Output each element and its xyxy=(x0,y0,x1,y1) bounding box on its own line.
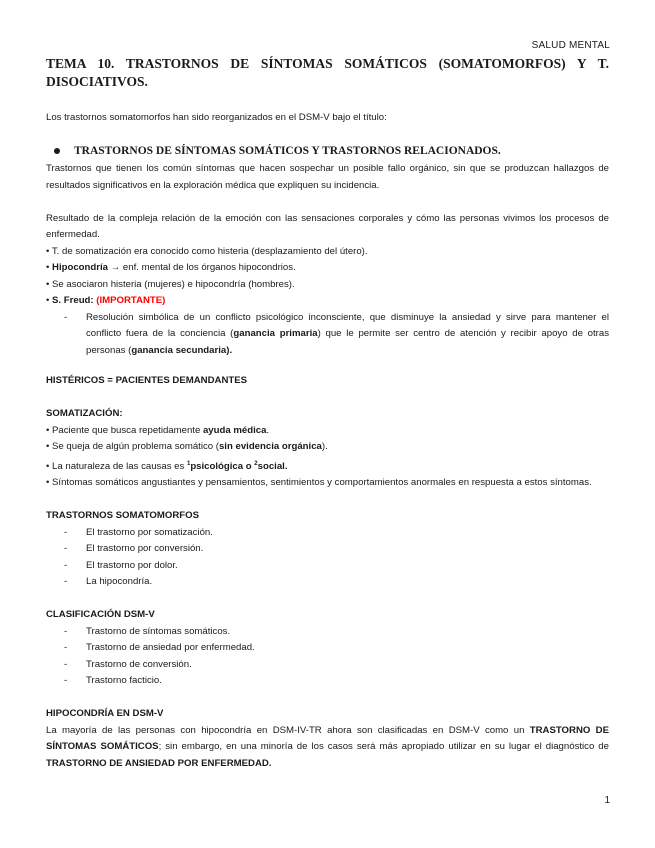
result-paragraph: Resultado de la compleja relación de la emoción con las sensaciones corporales y cómo las personas vivimos los procesos de enfermedad. xyxy=(46,212,609,240)
item-text: . xyxy=(266,424,270,436)
document-title: TEMA 10. TRASTORNOS DE SÍNTOMAS SOMÁTICOS (SOMATOMORFOS) Y T. DISOCIATIVOS. xyxy=(46,56,609,89)
item-text: • La naturaleza de las causas es xyxy=(46,460,187,472)
bold-term: TRASTORNO DE ANSIEDAD POR ENFERMEDAD xyxy=(46,757,269,769)
bold-term: TRASTORNO DE SÍNTOMAS SOMÁTICOS xyxy=(46,724,609,752)
histericos-heading: HISTÉRICOS = PACIENTES DEMANDANTES xyxy=(46,375,248,386)
list-item xyxy=(46,310,609,360)
list-item: - El trastorno por conversión. xyxy=(46,541,609,558)
somatizacion-item xyxy=(46,423,609,440)
item-text: ). xyxy=(321,441,328,452)
trastornos-heading: TRASTORNOS SOMATOMORFOS xyxy=(46,510,199,521)
list-item-text: Resolución simbólica de un conflicto psicológico inconsciente, que disminuye la ansiedad y sirve para mantener el conflicto fuera de la conciencia ( xyxy=(86,311,609,339)
clasificacion-list xyxy=(46,624,609,690)
list-item: - La hipocondría. xyxy=(46,574,609,591)
bold-term: Hipocondría xyxy=(52,262,108,273)
section-heading-text: TRASTORNOS DE SÍNTOMAS SOMÁTICOS Y TRASTORNOS RELACIONADOS. xyxy=(74,144,501,157)
paragraph-text: La mayoría de las personas con hipocondría en DSM-IV-TR ahora son clasificadas en DSM-V como un xyxy=(46,724,530,736)
section-description: Trastornos que tienen los común síntomas que hacen sospechar un posible fallo orgánico, sin que se produzcan hallazgos de resultados significativos en la exploración médica que expliquen su incidencia. xyxy=(46,163,609,191)
bold-term: ganancia primaria xyxy=(233,328,318,339)
page-number: 1 xyxy=(604,795,610,806)
bold-term: S. Freud: xyxy=(52,295,94,306)
bold-term: social. xyxy=(257,460,288,472)
footnote-mark: 1 xyxy=(186,460,191,467)
paragraph-text: ; sin embargo, en una minoría de los casos será más apropiado utilizar en su lugar el diagnóstico de xyxy=(158,741,609,752)
bold-term: ayuda médica xyxy=(202,424,267,436)
important-tag: (IMPORTANTE) xyxy=(96,295,166,306)
bullet-hipocondria xyxy=(46,260,609,277)
bullet-freud xyxy=(46,293,609,310)
bullet-text: → enf. mental de los órganos hipocondrios. xyxy=(108,262,296,273)
somatizacion-heading: SOMATIZACIÓN: xyxy=(46,408,123,419)
item-text: • Paciente que busca repetidamente xyxy=(46,424,203,436)
somatizacion-item xyxy=(46,439,609,456)
list-item-text: ). xyxy=(226,344,233,356)
somatizacion-item xyxy=(46,456,609,476)
list-item: - Trastorno de ansiedad por enfermedad. xyxy=(46,640,609,657)
freud-list xyxy=(46,310,609,360)
trastornos-list xyxy=(46,525,609,591)
bullet-dot-icon xyxy=(54,148,60,154)
bullet-prefix: • xyxy=(46,295,53,306)
bold-term: psicológica o xyxy=(190,460,255,472)
list-item: - Trastorno de síntomas somáticos. xyxy=(46,624,609,641)
running-header: SALUD MENTAL xyxy=(531,40,610,51)
footnote-mark: 2 xyxy=(254,460,258,467)
item-text: • Se queja de algún problema somático ( xyxy=(46,441,219,452)
list-item: - Trastorno facticio. xyxy=(46,673,609,690)
section-heading-somatic xyxy=(46,143,609,160)
list-item: - El trastorno por dolor. xyxy=(46,558,609,575)
bold-term: sin evidencia orgánica xyxy=(218,441,322,452)
bullet-prefix: • xyxy=(46,262,53,273)
bullet-somatizacion-histeria: • T. de somatización era conocido como histeria (desplazamiento del útero). xyxy=(46,245,368,257)
paragraph-text: . xyxy=(268,757,272,769)
document-body xyxy=(46,110,609,772)
intro-paragraph: Los trastornos somatomorfos han sido reorganizados en el DSM-V bajo el título: xyxy=(46,112,387,123)
bold-term: ganancia secundaria xyxy=(131,344,227,356)
clasificacion-heading: CLASIFICACIÓN DSM-V xyxy=(46,609,155,620)
somatizacion-item: • Síntomas somáticos angustiantes y pensamientos, sentimientos y comportamientos anormales en respuesta a estos síntomas. xyxy=(46,477,592,488)
list-item: - El trastorno por somatización. xyxy=(46,525,609,542)
list-item: - Trastorno de conversión. xyxy=(46,657,609,674)
hipocondria-paragraph xyxy=(46,723,609,773)
list-item-text: ) que le permite ser centro de atención y recibir apoyo de otras personas ( xyxy=(86,328,609,356)
hipocondria-heading: HIPOCONDRÍA EN DSM-V xyxy=(46,708,164,719)
bullet-asociacion: • Se asociaron histeria (mujeres) e hipocondría (hombres). xyxy=(46,278,295,290)
